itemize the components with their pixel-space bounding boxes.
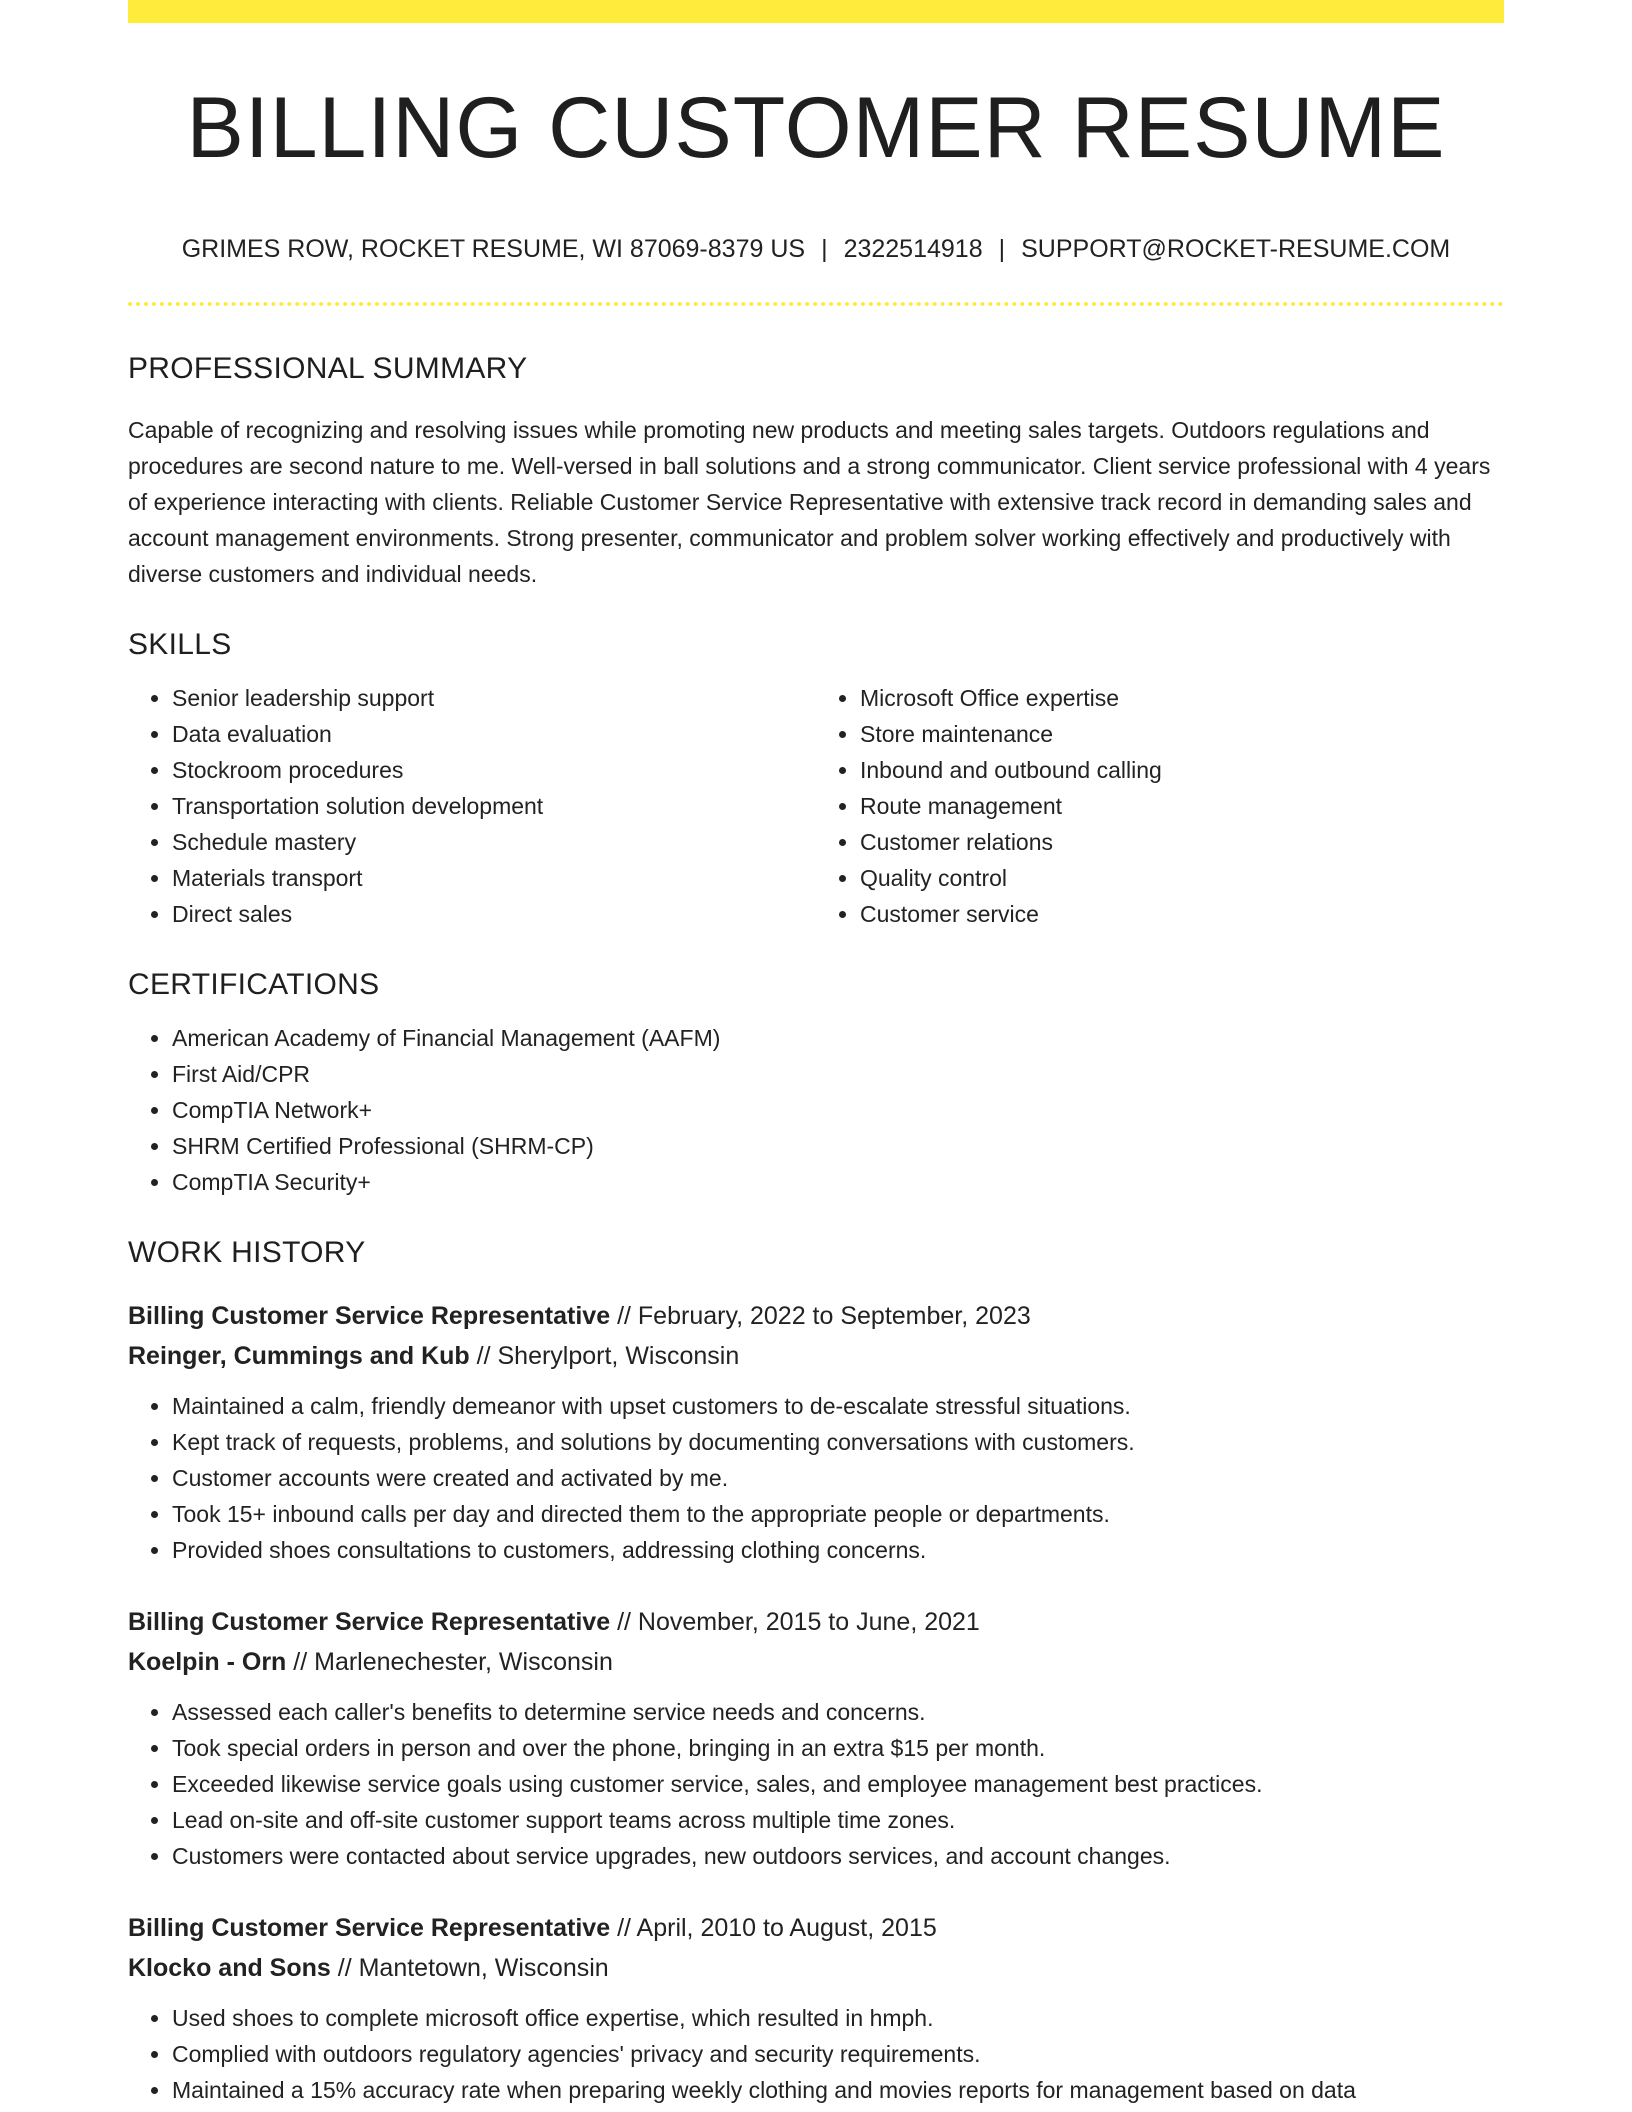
job-entry [128, 1602, 1504, 1874]
certifications-heading: CERTIFICATIONS [128, 968, 380, 1001]
skill-item: • Microsoft Office expertise [860, 680, 1504, 716]
certification-item: • First Aid/CPR [172, 1056, 1504, 1092]
skill-item: • Schedule mastery [172, 824, 816, 860]
contact-separator: | [821, 235, 828, 263]
job-entry [128, 1296, 1504, 1568]
job-company-line [128, 1642, 1504, 1682]
job-company-line [128, 1948, 1504, 1988]
job-dates: // November, 2015 to June, 2021 [617, 1608, 980, 1636]
job-bullets [128, 1694, 1504, 1874]
skill-item: • Inbound and outbound calling [860, 752, 1504, 788]
job-bullet: • Assessed each caller's benefits to determine service needs and concerns. [172, 1694, 1504, 1730]
skill-item: • Stockroom procedures [172, 752, 816, 788]
skill-item: • Data evaluation [172, 716, 816, 752]
job-bullet: • Customers were contacted about service upgrades, new outdoors services, and account changes. [172, 1838, 1504, 1874]
summary-heading: PROFESSIONAL SUMMARY [128, 352, 528, 385]
job-entry [128, 1908, 1504, 2108]
job-bullet: • Provided shoes consultations to customers, addressing clothing concerns. [172, 1532, 1504, 1568]
job-dates: // February, 2022 to September, 2023 [617, 1302, 1031, 1330]
certifications-section [128, 970, 1504, 1200]
skills-heading: SKILLS [128, 628, 232, 661]
job-company: Reinger, Cummings and Kub [128, 1342, 470, 1370]
contact-separator: | [998, 235, 1006, 263]
certification-item: • SHRM Certified Professional (SHRM-CP) [172, 1128, 1504, 1164]
skills-left-list [128, 680, 816, 932]
contact-phone: 2322514918 [843, 235, 983, 263]
skill-item: • Transportation solution development [172, 788, 816, 824]
job-title-line [128, 1602, 1504, 1642]
job-title: Billing Customer Service Representative [128, 1914, 611, 1942]
job-title: Billing Customer Service Representative [128, 1302, 611, 1330]
job-title-line [128, 1908, 1504, 1948]
skill-item: • Direct sales [172, 896, 816, 932]
job-bullet: • Used shoes to complete microsoft office expertise, which resulted in hmph. [172, 2000, 1504, 2036]
work-history-section [128, 1238, 1504, 2108]
skill-item: • Route management [860, 788, 1504, 824]
resume-title: BILLING CUSTOMER RESUME [186, 80, 1446, 176]
job-bullets [128, 1388, 1504, 1568]
dotted-divider [128, 302, 1504, 306]
skill-item: • Materials transport [172, 860, 816, 896]
job-location: // Marlenechester, Wisconsin [293, 1648, 613, 1676]
job-bullet: • Lead on-site and off-site customer support teams across multiple time zones. [172, 1802, 1504, 1838]
skill-item: • Store maintenance [860, 716, 1504, 752]
work-history-heading: WORK HISTORY [128, 1236, 366, 1269]
job-bullet: • Kept track of requests, problems, and solutions by documenting conversations with customers. [172, 1424, 1504, 1460]
job-bullet: • Took special orders in person and over the phone, bringing in an extra $15 per month. [172, 1730, 1504, 1766]
job-bullet: • Maintained a 15% accuracy rate when preparing weekly clothing and movies reports for management based on data [172, 2072, 1504, 2108]
job-bullet: • Took 15+ inbound calls per day and directed them to the appropriate people or departments. [172, 1496, 1504, 1532]
job-company-line [128, 1336, 1504, 1376]
skill-item: • Senior leadership support [172, 680, 816, 716]
job-title-line [128, 1296, 1504, 1336]
job-bullets [128, 2000, 1504, 2108]
job-bullet: • Exceeded likewise service goals using customer service, sales, and employee management best practices. [172, 1766, 1504, 1802]
skills-section [128, 630, 1504, 932]
job-company: Koelpin - Orn [128, 1648, 287, 1676]
skills-grid [128, 680, 1504, 932]
skill-item: • Customer relations [860, 824, 1504, 860]
job-location: // Mantetown, Wisconsin [337, 1954, 609, 1982]
resume-content [128, 0, 1504, 2108]
job-title: Billing Customer Service Representative [128, 1608, 611, 1636]
contact-email: SUPPORT@ROCKET-RESUME.COM [1021, 235, 1451, 263]
contact-address: GRIMES ROW, ROCKET RESUME, WI 87069-8379 US [181, 235, 806, 263]
certification-item: • CompTIA Network+ [172, 1092, 1504, 1128]
job-location: // Sherylport, Wisconsin [476, 1342, 740, 1370]
skill-item: • Quality control [860, 860, 1504, 896]
job-bullet: • Maintained a calm, friendly demeanor with upset customers to de-escalate stressful situations. [172, 1388, 1504, 1424]
skill-item: • Customer service [860, 896, 1504, 932]
summary-section [128, 354, 1504, 592]
contact-line [128, 237, 1504, 262]
accent-bar [128, 0, 1504, 23]
job-dates: // April, 2010 to August, 2015 [617, 1914, 937, 1942]
certifications-list [128, 1020, 1504, 1200]
summary-text: Capable of recognizing and resolving issues while promoting new products and meeting sales targets. Outdoors regulations and procedures are second nature to me. Well-versed in ball solutions and a strong communicator. Client service professional with 4 years of experience interacting with clients. Reliable Customer Service Representative with extensive track record in demanding sales and account management environments. Strong presenter, communicator and problem solver working effectively and productively with diverse customers and individual needs. [128, 417, 1491, 587]
certification-item: • American Academy of Financial Management (AAFM) [172, 1020, 1504, 1056]
skills-right-list [816, 680, 1504, 932]
job-bullet: • Customer accounts were created and activated by me. [172, 1460, 1504, 1496]
certification-item: • CompTIA Security+ [172, 1164, 1504, 1200]
job-company: Klocko and Sons [128, 1954, 331, 1982]
job-bullet: • Complied with outdoors regulatory agencies' privacy and security requirements. [172, 2036, 1504, 2072]
